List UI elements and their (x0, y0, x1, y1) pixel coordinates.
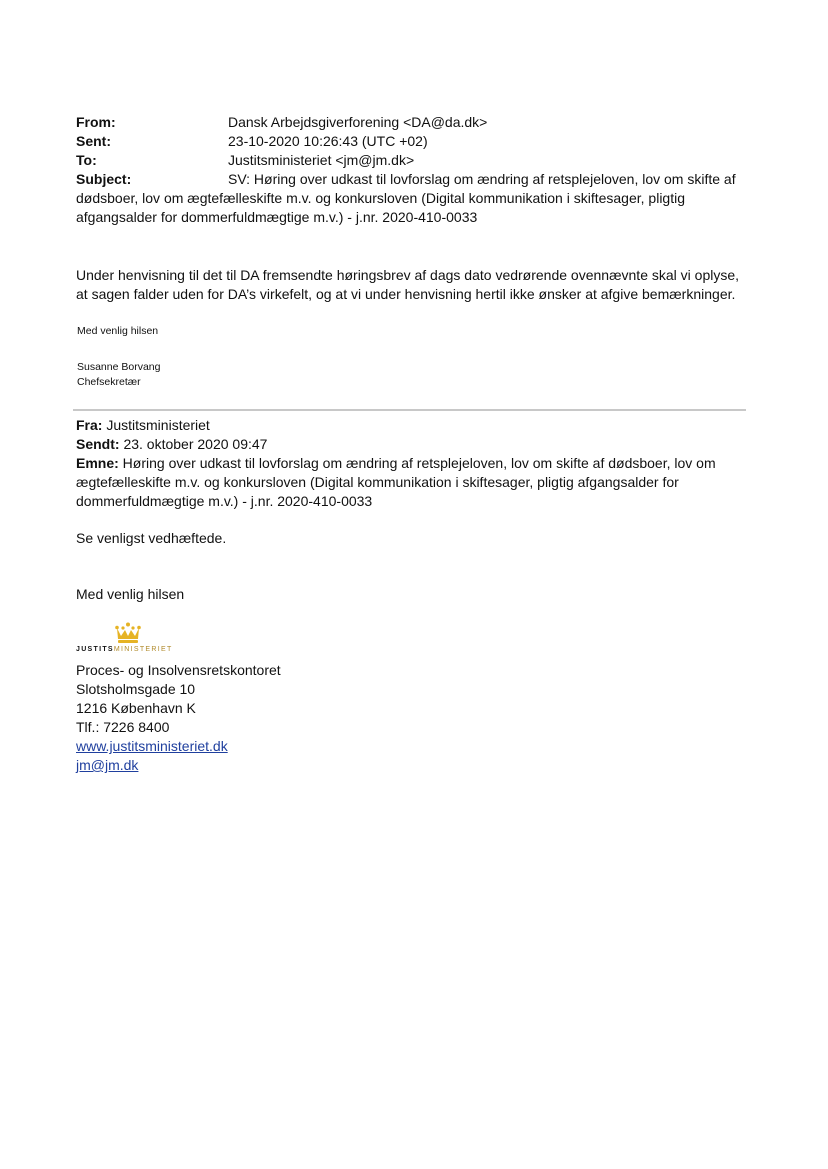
from-value: Dansk Arbejdsgiverforening <DA@da.dk> (228, 114, 488, 130)
reply-greeting: Med venlig hilsen (77, 325, 159, 337)
website-link-wrap (76, 737, 228, 756)
message-divider (73, 409, 746, 411)
email-link-wrap (76, 756, 138, 775)
original-greeting: Med venlig hilsen (76, 586, 185, 602)
signature-city: 1216 København K (76, 700, 196, 716)
to-value: Justitsministeriet <jm@jm.dk> (228, 152, 415, 168)
subject-line-3: afgangsalder for dommerfuldmægtige m.v.) - j.nr. 2020-410-0033 (76, 209, 478, 225)
signature-street: Slotsholmsgade 10 (76, 681, 196, 697)
reply-body-line-1: Under henvisning til det til DA fremsendte høringsbrev af dags dato vedrørende ovennævnte skal vi oplyse, (76, 267, 740, 283)
logo-text-ministeriet: MINISTERIET (113, 646, 173, 653)
original-from (76, 416, 210, 435)
subject-line-2: dødsboer, lov om ægtefælleskifte m.v. og konkursloven (Digital kommunikation i skiftesager, pligtig (76, 190, 686, 206)
signer-name: Susanne Borvang (77, 361, 161, 373)
signature-office: Proces- og Insolvensretskontoret (76, 662, 281, 678)
sendt-label: Sendt: (76, 436, 120, 452)
emne-label: Emne: (76, 455, 119, 471)
fra-value: Justitsministeriet (102, 417, 210, 433)
signer-title: Chefsekretær (77, 376, 141, 388)
original-body: Se venligst vedhæftede. (76, 530, 227, 546)
subject-line-1: SV: Høring over udkast til lovforslag om ændring af retsplejeloven, lov om skifte af (228, 171, 736, 187)
sendt-value: 23. oktober 2020 09:47 (119, 436, 268, 452)
website-link[interactable]: www.justitsministeriet.dk (76, 738, 228, 754)
to-label: To: (76, 152, 97, 168)
emne-line-2: ægtefælleskifte m.v. og konkursloven (Digital kommunikation i skiftesager, pligtig afgangsalder for (76, 474, 679, 490)
emne-line-1: Høring over udkast til lovforslag om ændring af retsplejeloven, lov om skifte af dødsboer, lov om (118, 455, 716, 471)
crown-icon (115, 622, 141, 644)
signature-phone: Tlf.: 7226 8400 (76, 719, 170, 735)
from-label: From: (76, 114, 116, 130)
fra-label: Fra: (76, 417, 103, 433)
original-sent (76, 435, 267, 454)
original-subject (76, 454, 716, 473)
reply-body-line-2: at sagen falder uden for DA’s virkefelt, og at vi under henvisning hertil ikke ønsker at afgive bemærkninger. (76, 286, 736, 302)
emne-line-3: dommerfuldmægtige m.v.) - j.nr. 2020-410-0033 (76, 493, 373, 509)
logo-text-justits: JUSTITS (76, 646, 114, 653)
sent-label: Sent: (76, 133, 111, 149)
sent-value: 23-10-2020 10:26:43 (UTC +02) (228, 133, 428, 149)
subject-label: Subject: (76, 171, 132, 187)
email-link[interactable]: jm@jm.dk (76, 757, 139, 773)
ministry-logo (76, 645, 173, 654)
